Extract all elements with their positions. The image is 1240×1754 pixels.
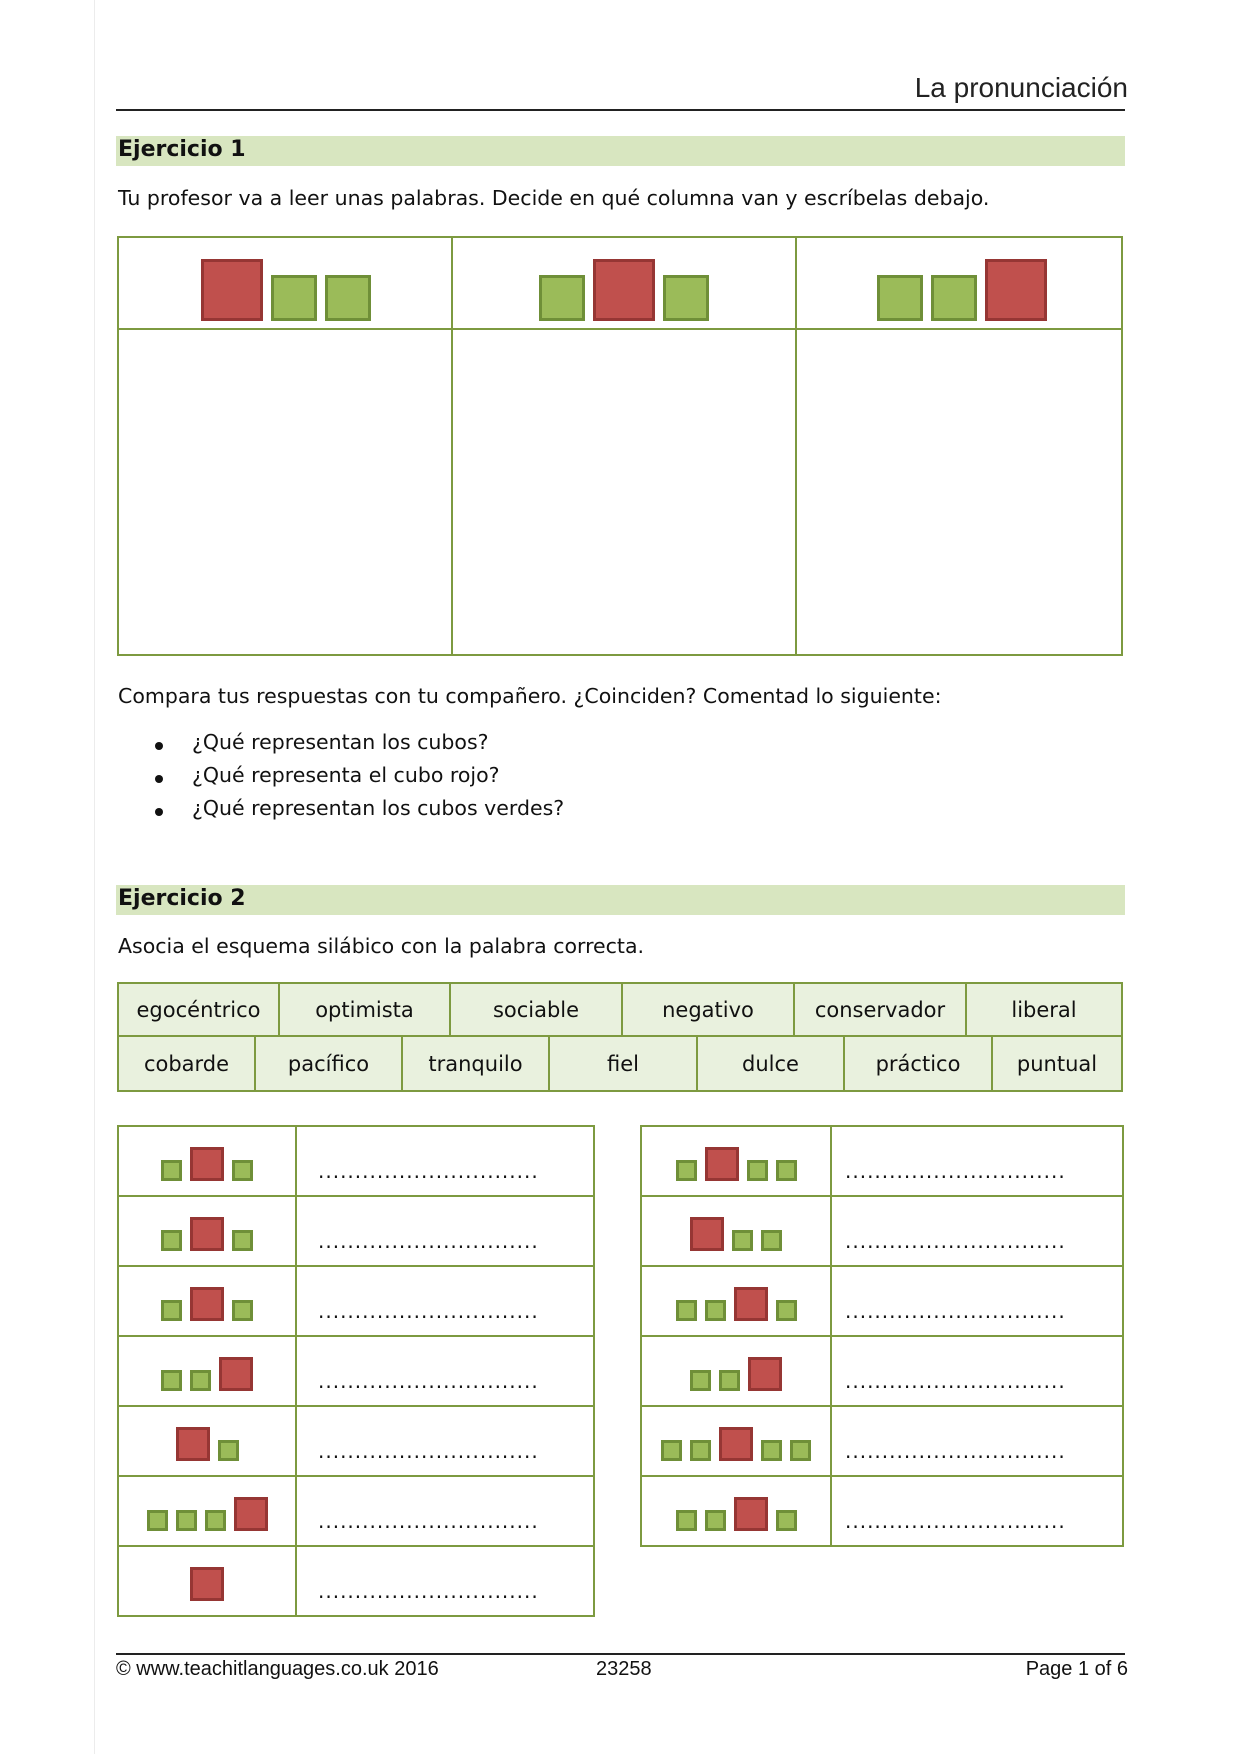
red-cube-icon [593,259,655,321]
column-divider [295,1337,297,1405]
red-cube-icon [748,1357,782,1391]
page-edge [94,0,95,1754]
footer-code: 23258 [596,1658,652,1680]
column-pattern-1 [201,259,371,321]
green-cube-icon [232,1300,253,1321]
exercise-2-heading-bar [116,885,1125,915]
green-cube-icon [190,1370,211,1391]
table-row [119,1477,593,1547]
green-cube-icon [161,1160,182,1181]
green-cube-icon [205,1510,226,1531]
answer-area-column-1[interactable] [119,330,449,652]
green-cube-icon [761,1230,782,1251]
exercise-1-heading: Ejercicio 1 [118,137,246,162]
red-cube-icon [719,1427,753,1461]
table-row [119,1337,593,1407]
word-bank-word[interactable]: optimista [280,984,451,1035]
green-cube-icon [761,1440,782,1461]
word-bank-word[interactable]: puntual [1016,1051,1098,1076]
red-cube-icon [734,1497,768,1531]
column-divider [295,1547,297,1615]
red-cube-icon [234,1497,268,1531]
green-cube-icon [931,275,977,321]
word-bank-word[interactable]: pacífico [256,1037,403,1090]
syllable-pattern [642,1127,830,1195]
table-row [642,1127,1122,1197]
green-cube-icon [232,1160,253,1181]
column-divider [830,1127,832,1195]
column-divider [295,1267,297,1335]
column-pattern-3 [877,259,1047,321]
column-pattern-2 [539,259,709,321]
matching-table-left [117,1125,595,1617]
question-text: ¿Qué representa el cubo rojo? [192,763,500,787]
green-cube-icon [719,1370,740,1391]
red-cube-icon [190,1567,224,1601]
syllable-pattern [119,1407,295,1475]
column-divider [830,1407,832,1475]
green-cube-icon [161,1230,182,1251]
green-cube-icon [676,1300,697,1321]
bullet-icon [155,808,163,816]
word-bank-word[interactable]: tranquilo [403,1037,550,1090]
green-cube-icon [539,275,585,321]
column-divider [295,1477,297,1545]
red-cube-icon [176,1427,210,1461]
exercise-2-heading: Ejercicio 2 [118,886,246,911]
compare-instruction: Compara tus respuestas con tu compañero. ¿Coinciden? Comentad lo siguiente: [118,684,942,708]
green-cube-icon [161,1300,182,1321]
syllable-pattern [119,1267,295,1335]
red-cube-icon [190,1287,224,1321]
exercise-1-instruction: Tu profesor va a leer unas palabras. Decide en qué columna van y escríbelas debajo. [118,186,990,210]
syllable-pattern [119,1477,295,1545]
word-bank-row-1 [117,982,1123,1037]
column-divider [830,1197,832,1265]
footer-copyright: © www.teachitlanguages.co.uk 2016 [116,1658,439,1680]
green-cube-icon [176,1510,197,1531]
green-cube-icon [877,275,923,321]
title-rule [116,109,1125,111]
table-row [642,1197,1122,1267]
matching-table-right [640,1125,1124,1547]
page-title: La pronunciación [914,72,1128,103]
answer-blank[interactable]: .............................. [318,1509,539,1533]
green-cube-icon [676,1160,697,1181]
green-cube-icon [747,1160,768,1181]
green-cube-icon [271,275,317,321]
syllable-pattern [642,1197,830,1265]
answer-blank[interactable]: .............................. [845,1369,1066,1393]
column-divider [830,1477,832,1545]
red-cube-icon [734,1287,768,1321]
green-cube-icon [661,1440,682,1461]
bullet-icon [155,775,163,783]
question-text: ¿Qué representan los cubos verdes? [192,796,565,820]
table-row [642,1407,1122,1477]
syllable-pattern [642,1267,830,1335]
green-cube-icon [147,1510,168,1531]
word-bank-word[interactable]: sociable [451,984,623,1035]
red-cube-icon [190,1147,224,1181]
table-row [119,1127,593,1197]
word-bank-word[interactable]: fiel [550,1037,698,1090]
answer-blank[interactable]: .............................. [318,1439,539,1463]
answer-blank[interactable]: .............................. [318,1369,539,1393]
exercise-2-instruction: Asocia el esquema silábico con la palabra correcta. [118,934,645,958]
syllable-pattern [119,1547,295,1615]
red-cube-icon [201,259,263,321]
column-divider [295,1197,297,1265]
syllable-pattern [119,1197,295,1265]
word-bank-word[interactable]: dulce [698,1037,845,1090]
answer-blank[interactable]: .............................. [318,1229,539,1253]
syllable-pattern [119,1337,295,1405]
table-row [642,1337,1122,1407]
table-row [642,1477,1122,1545]
red-cube-icon [705,1147,739,1181]
syllable-pattern [642,1477,830,1545]
green-cube-icon [690,1440,711,1461]
footer-page-number: Page 1 of 6 [1025,1658,1128,1680]
table-row [119,1267,593,1337]
exercise-1-answer-grid [117,236,1123,656]
green-cube-icon [732,1230,753,1251]
table-row [119,1197,593,1267]
answer-blank[interactable]: .............................. [845,1229,1066,1253]
red-cube-icon [219,1357,253,1391]
answer-blank[interactable]: .............................. [845,1509,1066,1533]
green-cube-icon [790,1440,811,1461]
green-cube-icon [676,1510,697,1531]
syllable-pattern [642,1407,830,1475]
syllable-pattern [119,1127,295,1195]
answer-blank[interactable]: .............................. [845,1159,1066,1183]
footer-rule [116,1653,1125,1655]
column-divider [830,1337,832,1405]
column-divider [295,1407,297,1475]
answer-area-column-3[interactable] [797,330,1121,652]
word-bank-word[interactable]: cobarde [119,1037,256,1090]
question-text: ¿Qué representan los cubos? [192,730,489,754]
word-bank-word[interactable]: práctico [845,1037,993,1090]
word-bank-word[interactable]: liberal [1011,997,1077,1022]
word-bank-word[interactable]: egocéntrico [119,984,280,1035]
green-cube-icon [776,1160,797,1181]
answer-blank[interactable]: .............................. [318,1579,539,1603]
green-cube-icon [232,1230,253,1251]
answer-blank[interactable]: .............................. [845,1299,1066,1323]
answer-area-column-2[interactable] [453,330,793,652]
table-row [119,1547,593,1615]
word-bank-word[interactable]: conservador [795,984,967,1035]
green-cube-icon [776,1300,797,1321]
green-cube-icon [705,1300,726,1321]
table-row [642,1267,1122,1337]
word-bank [117,982,1123,1092]
green-cube-icon [705,1510,726,1531]
green-cube-icon [690,1370,711,1391]
red-cube-icon [985,259,1047,321]
answer-blank[interactable]: .............................. [318,1159,539,1183]
column-divider [295,1127,297,1195]
answer-blank[interactable]: .............................. [845,1439,1066,1463]
green-cube-icon [325,275,371,321]
bullet-icon [155,742,163,750]
answer-blank[interactable]: .............................. [318,1299,539,1323]
exercise-1-heading-bar [116,136,1125,166]
green-cube-icon [161,1370,182,1391]
word-bank-word[interactable]: negativo [623,984,795,1035]
green-cube-icon [663,275,709,321]
red-cube-icon [190,1217,224,1251]
word-bank-row-2 [117,1037,1123,1092]
column-divider [830,1267,832,1335]
table-row [119,1407,593,1477]
syllable-pattern [642,1337,830,1405]
green-cube-icon [218,1440,239,1461]
red-cube-icon [690,1217,724,1251]
green-cube-icon [776,1510,797,1531]
